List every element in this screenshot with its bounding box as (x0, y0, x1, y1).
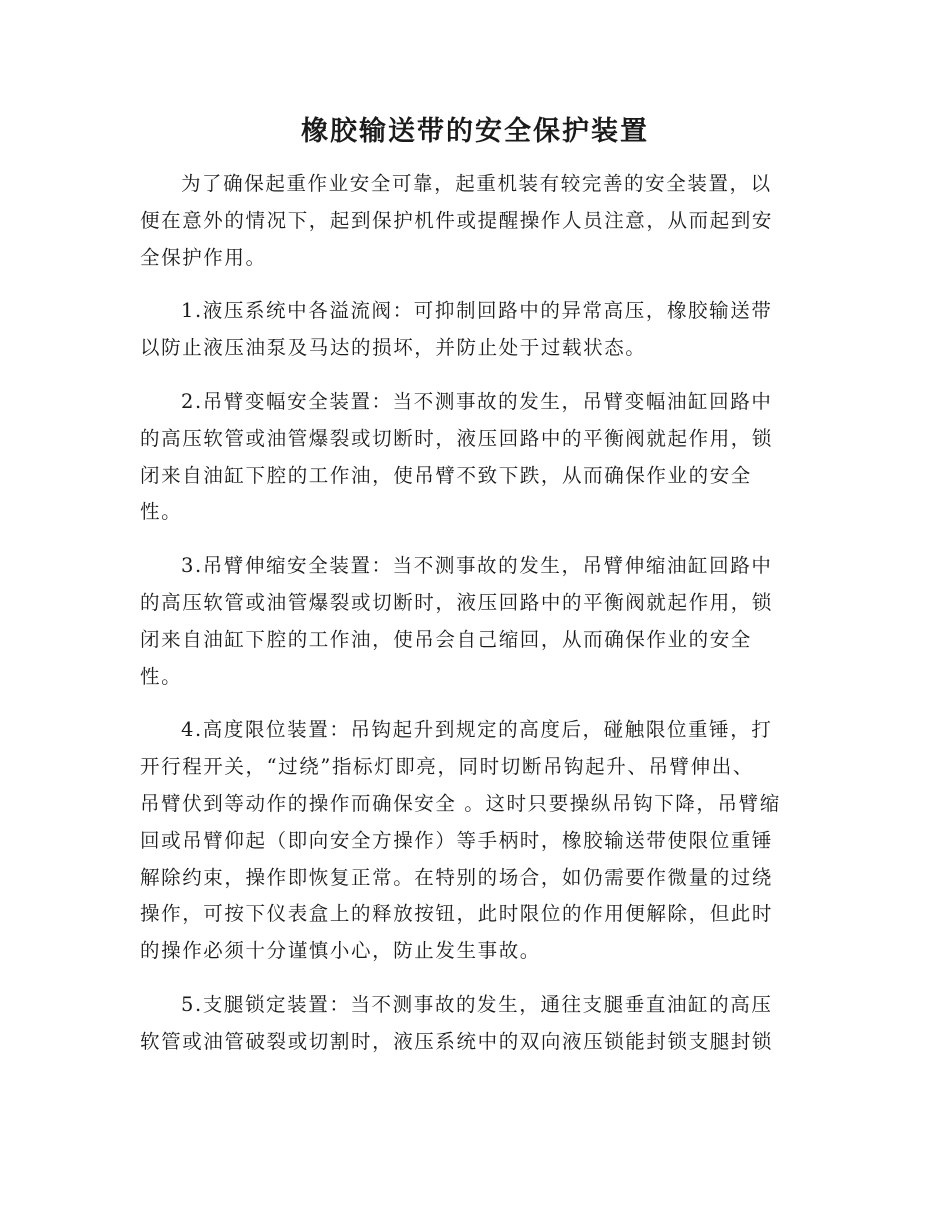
paragraph-line: 吊臂伏到等动作的操作而确保安全 。这时只要操纵吊钩下降，吊臂缩 (140, 791, 781, 815)
document-body (140, 166, 800, 1078)
paragraph-line: 性。 (140, 500, 183, 524)
paragraph-line: 开行程开关，“过绕”指标灯即亮，同时切断吊钩起升、吊臂伸出、 (140, 755, 754, 779)
paragraph-line: 5.支腿锁定装置：当不测事故的发生，通往支腿垂直油缸的高压 (180, 992, 773, 1016)
paragraph-line: 1.液压系统中各溢流阀：可抑制回路中的异常高压，橡胶输送带 (180, 299, 773, 323)
paragraph-line: 便在意外的情况下，起到保护机件或提醒操作人员注意，从而起到安 (140, 208, 774, 232)
paragraph-line: 的操作必须十分谨慎小心，防止发生事故。 (140, 939, 541, 963)
paragraph-item-1 (140, 293, 800, 367)
paragraph-line: 2.吊臂变幅安全装置：当不测事故的发生，吊臂变幅油缸回路中 (180, 389, 773, 413)
paragraph-line: 全保护作用。 (140, 245, 267, 269)
paragraph-item-4 (140, 712, 800, 970)
paragraph-line: 回或吊臂仰起（即向安全方操作）等手柄时，橡胶输送带使限位重锤 (140, 828, 774, 852)
paragraph-line: 闭来自油缸下腔的工作油，使吊会自己缩回，从而确保作业的安全 (140, 627, 752, 651)
document-title: 橡胶输送带的安全保护装置 (301, 116, 649, 147)
paragraph-line: 性。 (140, 664, 183, 688)
paragraph-intro (140, 166, 800, 276)
paragraph-item-3 (140, 548, 800, 695)
paragraph-line: 软管或油管破裂或切割时，液压系统中的双向液压锁能封锁支腿封锁 (140, 1029, 774, 1053)
paragraph-line: 的高压软管或油管爆裂或切断时，液压回路中的平衡阀就起作用，锁 (140, 426, 774, 450)
paragraph-item-2 (140, 384, 800, 531)
paragraph-line: 3.吊臂伸缩安全装置：当不测事故的发生，吊臂伸缩油缸回路中 (180, 554, 773, 578)
paragraph-line: 以防止液压油泵及马达的损坏，并防止处于过载状态。 (140, 336, 647, 360)
paragraph-line: 操作，可按下仪表盒上的释放按钮，此时限位的作用便解除，但此时 (140, 902, 774, 926)
paragraph-item-5 (140, 987, 800, 1061)
paragraph-line: 4.高度限位装置：吊钩起升到规定的高度后，碰触限位重锤，打 (180, 718, 773, 742)
paragraph-line: 的高压软管或油管爆裂或切断时，液压回路中的平衡阀就起作用，锁 (140, 590, 774, 614)
paragraph-line: 闭来自油缸下腔的工作油，使吊臂不致下跌，从而确保作业的安全 (140, 463, 752, 487)
paragraph-line: 解除约束，操作即恢复正常。在特别的场合，如仍需要作微量的过绕 (140, 865, 774, 889)
paragraph-line: 为了确保起重作业安全可靠，起重机装有较完善的安全装置，以 (180, 172, 772, 195)
